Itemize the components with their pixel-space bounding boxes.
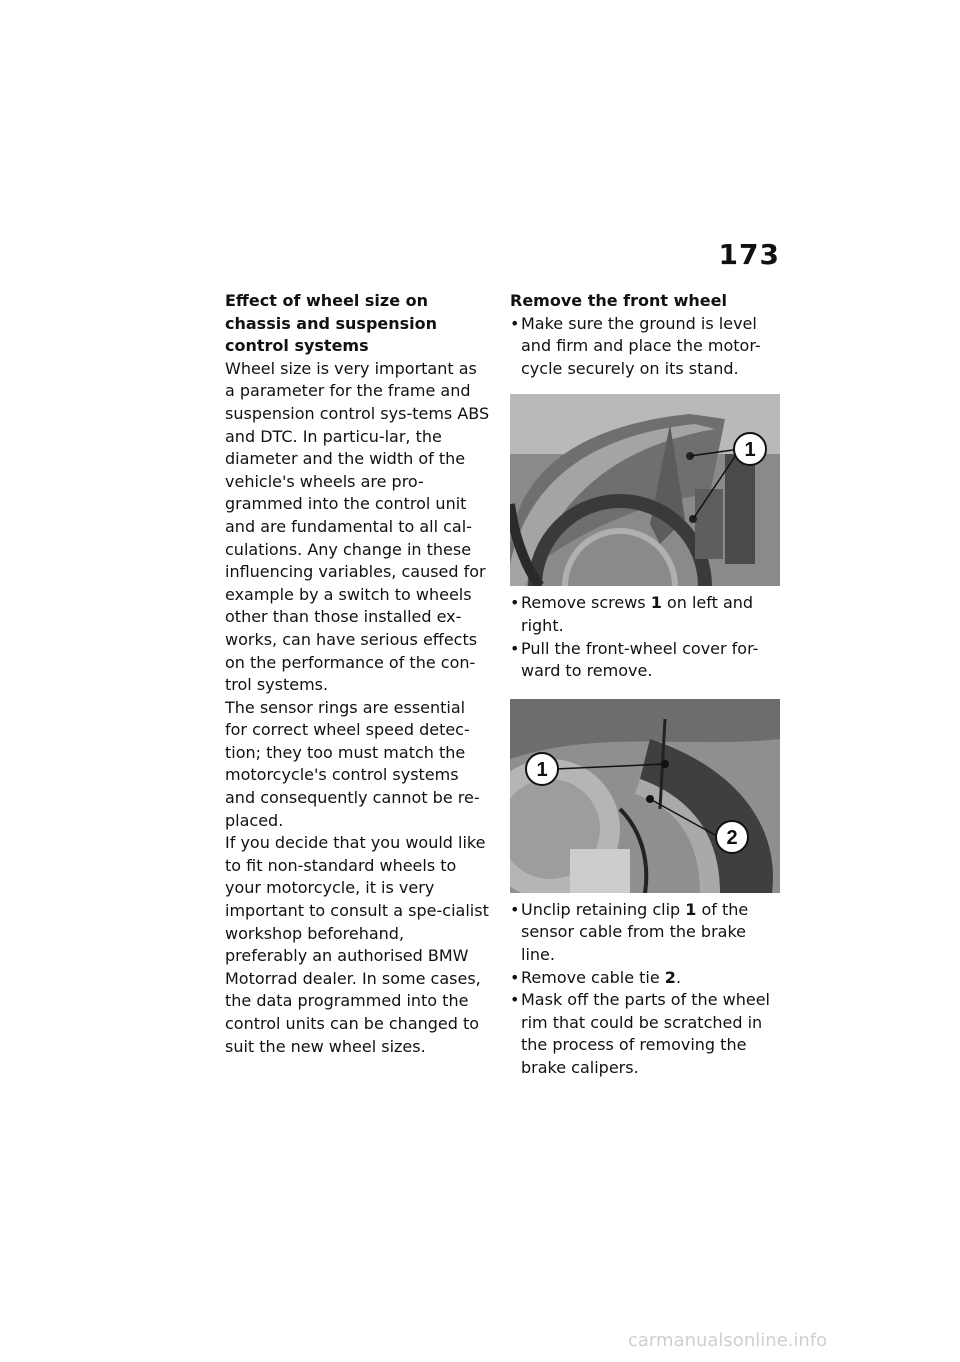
left-column: [225, 290, 491, 1058]
section-heading-remove-front-wheel: Remove the front wheel: [510, 291, 727, 310]
step-list-3: [510, 899, 782, 1080]
step-item: • Unclip retaining clip 1 of the sensor cable from the brake line.: [510, 899, 782, 967]
section-heading-wheel-size: Effect of wheel size on chassis and suspension control systems: [225, 291, 438, 356]
step-item: • Make sure the ground is level and firm and place the motor-cycle securely on its stand.: [510, 313, 782, 381]
figure-sensor-cable: [510, 699, 780, 893]
paragraph-sensor-rings: The sensor rings are essential for correct wheel speed detec-tion; they too must match the motorcycle's control systems and consequently cannot be re-placed.: [225, 697, 480, 830]
step-list-1: [510, 313, 782, 381]
figure-callout-1: 1: [744, 439, 756, 462]
figure-callout-2: 2: [726, 826, 738, 849]
step-item: • Pull the front-wheel cover for-ward to remove.: [510, 638, 782, 683]
figure-callout-1: 1: [536, 758, 548, 781]
figure-front-wheel-cover: [510, 394, 780, 586]
reference-number: 2: [664, 967, 676, 987]
page-number: 173: [718, 238, 780, 271]
watermark: carmanualsonline.info: [628, 1330, 828, 1351]
right-column: [510, 290, 782, 1080]
step-item: • Remove screws 1 on left and right.: [510, 592, 782, 637]
paragraph-wheel-size: Wheel size is very important as a parameter for the frame and suspension control sys-tems ABS and DTC. In particu-lar, the diameter and the width of the vehicle's wheels are pro-grammed into the control unit and are fundamental to all cal-culations. Any change in these influencing variables, caused for example by a switch to wheels other than those installed ex-works, can have serious effects on the performance of the con-trol systems.: [225, 358, 490, 695]
step-item: • Mask off the parts of the wheel rim that could be scratched in the process of removing the brake calipers.: [510, 989, 782, 1079]
paragraph-non-standard-wheels: If you decide that you would like to fit non-standard wheels to your motorcycle, it is very important to consult a spe-cialist workshop beforehand, preferably an authorised BMW Motorrad dealer. In some cases, the data programmed into the control units can be changed to suit the new wheel sizes.: [225, 833, 489, 1056]
reference-number: 1: [685, 899, 697, 919]
step-list-2: [510, 592, 782, 682]
reference-number: 1: [650, 593, 662, 613]
step-item: • Remove cable tie 2.: [510, 967, 782, 990]
